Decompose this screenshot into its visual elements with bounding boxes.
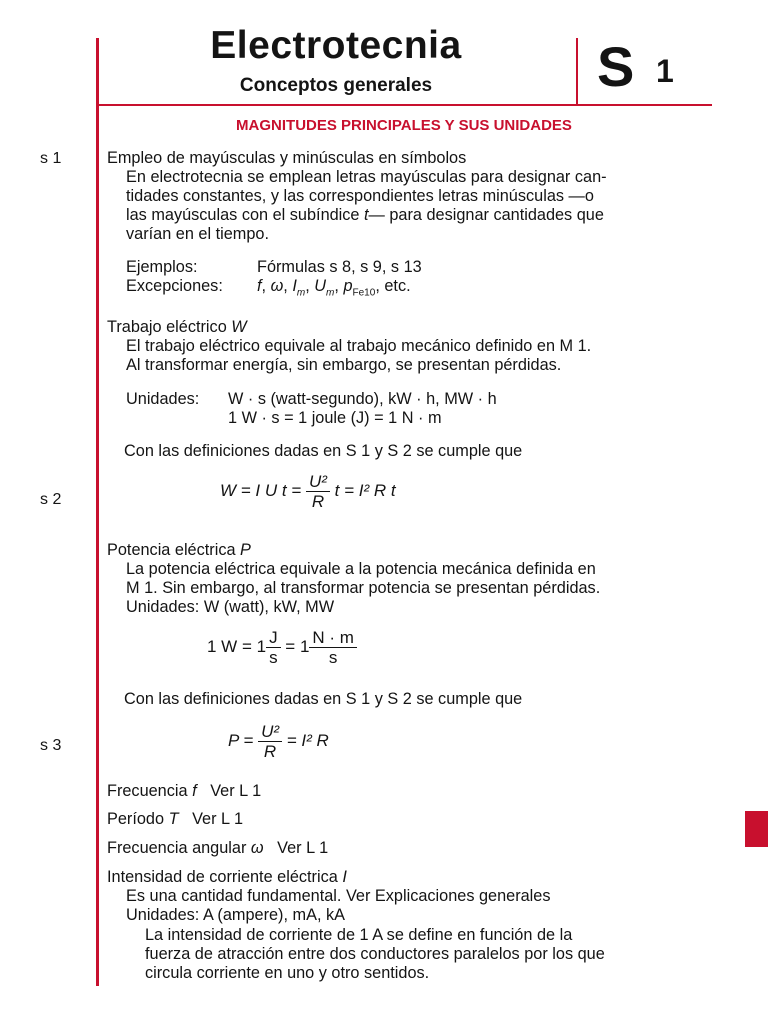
section-edge-tab	[745, 811, 768, 847]
exceptions-label: Excepciones:	[126, 277, 223, 295]
block4-units: Unidades: A (ampere), mA, kA	[126, 906, 345, 924]
block3-conclusion: Con las definiciones dadas en S 1 y S 2 se cumple que	[124, 690, 523, 708]
formula-watt: 1 W = 1 $\frac{J}{s}$ = 1 $\frac{N \cdot m}{s}$	[207, 628, 357, 667]
marker-s1: s 1	[40, 150, 62, 167]
block4-line1: Es una cantidad fundamental. Ver Explicaciones generales	[126, 887, 551, 905]
formula-s3-fraction: $\frac{\text{U²}}{R}$	[258, 722, 282, 761]
units-label: Unidades:	[126, 390, 200, 408]
frequency-item: Frecuencia f Ver L 1	[107, 782, 262, 800]
page-title: Electrotecnia	[210, 24, 462, 67]
formula-s2-fraction: $\frac{\text{U²}}{R}$	[306, 472, 330, 511]
block4-line4: circula corriente en uno y otro sentidos.	[145, 964, 430, 982]
block2-conclusion: Con las definiciones dadas en S 1 y S 2 se cumple que	[124, 442, 523, 460]
block4-line3: fuerza de atracción entre dos conductores paralelos por los que	[145, 945, 605, 963]
block3-units: Unidades: W (watt), kW, MW	[126, 598, 335, 616]
examples-label: Ejemplos:	[126, 258, 198, 276]
margin-rule	[96, 38, 99, 986]
block1-line1: En electrotecnia se emplean letras mayúsculas para designar can-	[126, 168, 607, 186]
block2-heading: Trabajo eléctrico W	[107, 318, 247, 336]
section-title: MAGNITUDES PRINCIPALES Y SUS UNIDADES	[236, 117, 572, 134]
formula-s2: W = I U t = $\frac{\text{U²}}{R}$ t = I² R t	[220, 472, 396, 511]
units-line1: W · s (watt-segundo), kW · h, MW · h	[228, 390, 497, 408]
block2-line1: El trabajo eléctrico equivale al trabajo mecánico definido en M 1.	[126, 337, 592, 355]
page-subtitle: Conceptos generales	[239, 75, 433, 96]
units-line2: 1 W · s = 1 joule (J) = 1 N · m	[228, 409, 442, 427]
block1-line2: tidades constantes, y las correspondientes letras minúsculas —o	[126, 187, 594, 205]
angular-frequency-item: Frecuencia angular ω Ver L 1	[107, 839, 329, 857]
block2-line2: Al transformar energía, sin embargo, se presentan pérdidas.	[126, 356, 562, 374]
block3-heading: Potencia eléctrica P	[107, 541, 251, 559]
marker-s2: s 2	[40, 491, 62, 508]
block1-heading: Empleo de mayúsculas y minúsculas en símbolos	[107, 149, 467, 167]
header-divider	[576, 38, 578, 106]
marker-s3: s 3	[40, 737, 62, 754]
block4-line2: La intensidad de corriente de 1 A se define en función de la	[145, 926, 573, 944]
block1-line4: varían en el tiempo.	[126, 225, 269, 243]
block4-heading: Intensidad de corriente eléctrica I	[107, 868, 347, 886]
section-code-letter: S	[597, 35, 635, 98]
examples-value: Fórmulas s 8, s 9, s 13	[257, 258, 422, 276]
block3-line1: La potencia eléctrica equivale a la potencia mecánica definida en	[126, 560, 596, 578]
formula-s3: P = $\frac{\text{U²}}{R}$ = I² R	[228, 722, 329, 761]
header-underline	[96, 104, 712, 106]
exceptions-value: f, ω, $I_m$, $U_m$, $p_{Fe10}$, etc.	[257, 277, 411, 299]
section-code-number: 1	[656, 53, 674, 89]
block1-line3: las mayúsculas con el subíndice t— para designar cantidades que	[126, 206, 604, 224]
period-item: Período T Ver L 1	[107, 810, 244, 828]
block3-line2: M 1. Sin embargo, al transformar potencia se presentan pérdidas.	[126, 579, 601, 597]
formula-watt-fraction-1: $\frac{J}{s}$	[266, 628, 281, 667]
formula-watt-fraction-2: $\frac{N \cdot m}{s}$	[309, 628, 357, 667]
